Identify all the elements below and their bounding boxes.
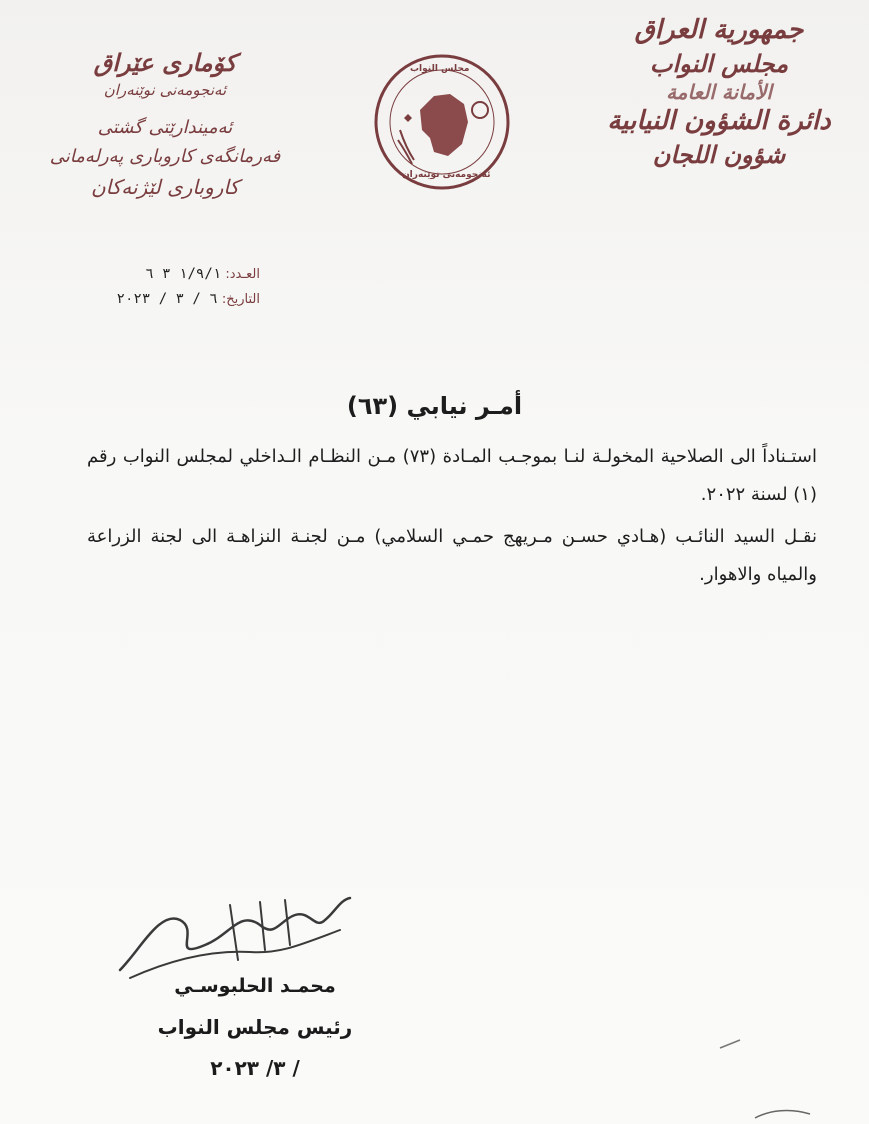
reference-date-row [70,287,260,312]
reference-number-label: العـدد: [225,267,260,282]
letterhead-ar-line2: مجلس النواب [649,48,789,78]
letterhead-ku-line3: ئەمیندارێتی گشتی [97,117,233,138]
letterhead-ku-line5: کاروباری لێژنەکان [90,175,240,199]
signature-date: / ٣/ ٢٠٢٣ [210,1056,300,1080]
seal-top-text: مجلس النواب [410,64,470,74]
seal-bottom-text: ئەنجومەنی نوێنەران [402,170,491,180]
reference-number-row [70,262,260,287]
letterhead-ar-line5: شؤون اللجان [652,139,786,169]
letterhead-ku-line1: كۆماری عێراق [93,48,237,77]
order-title: أمـر نيابي (٦٣) [346,392,523,420]
letterhead-ar-line1: جمهورية العراق [634,15,804,45]
reference-date-label: التاريخ: [221,292,260,307]
body-paragraph-1: استـناداً الى الصلاحية المخولـة لنـا بموجـب المـادة (٧٣) مـن النظـام الـداخلي لمجلس النواب رقم (١) لسنة ٢٠٢٢. [87,446,817,505]
reference-block [70,262,260,312]
signatory-title: رئيس مجلس النواب [157,1015,353,1039]
letterhead-kurdish [30,48,300,199]
signature-block [130,966,380,1088]
letterhead-ku-line4: فەرمانگەی کاروباری پەرلەمانی [49,146,281,167]
order-body [87,438,817,594]
body-paragraph-2: نقـل السيد النائـب (هـادي حسـن مـريهج حمـي السلامي) مـن لجنـة النزاهـة الى لجنة الزراعة والمياه والاهوار. [87,526,817,585]
reference-date-value: ٦ / ٣ / ٢٠٢٣ [116,291,218,307]
letterhead-ar-line4: دائرة الشؤون النيابية [607,105,831,136]
letterhead-arabic [599,14,839,170]
letterhead-ar-line3: الأمانة العامة [666,79,772,104]
signatory-name: محمـد الحلبوسـي [174,975,336,997]
reference-number-value: ١/٩/١ ٣ ٦ [145,266,222,282]
letterhead-ku-line2: ئەنجومەنی نوێنەران [103,81,227,99]
stray-pen-marks [700,1030,869,1124]
parliament-seal [372,52,512,192]
